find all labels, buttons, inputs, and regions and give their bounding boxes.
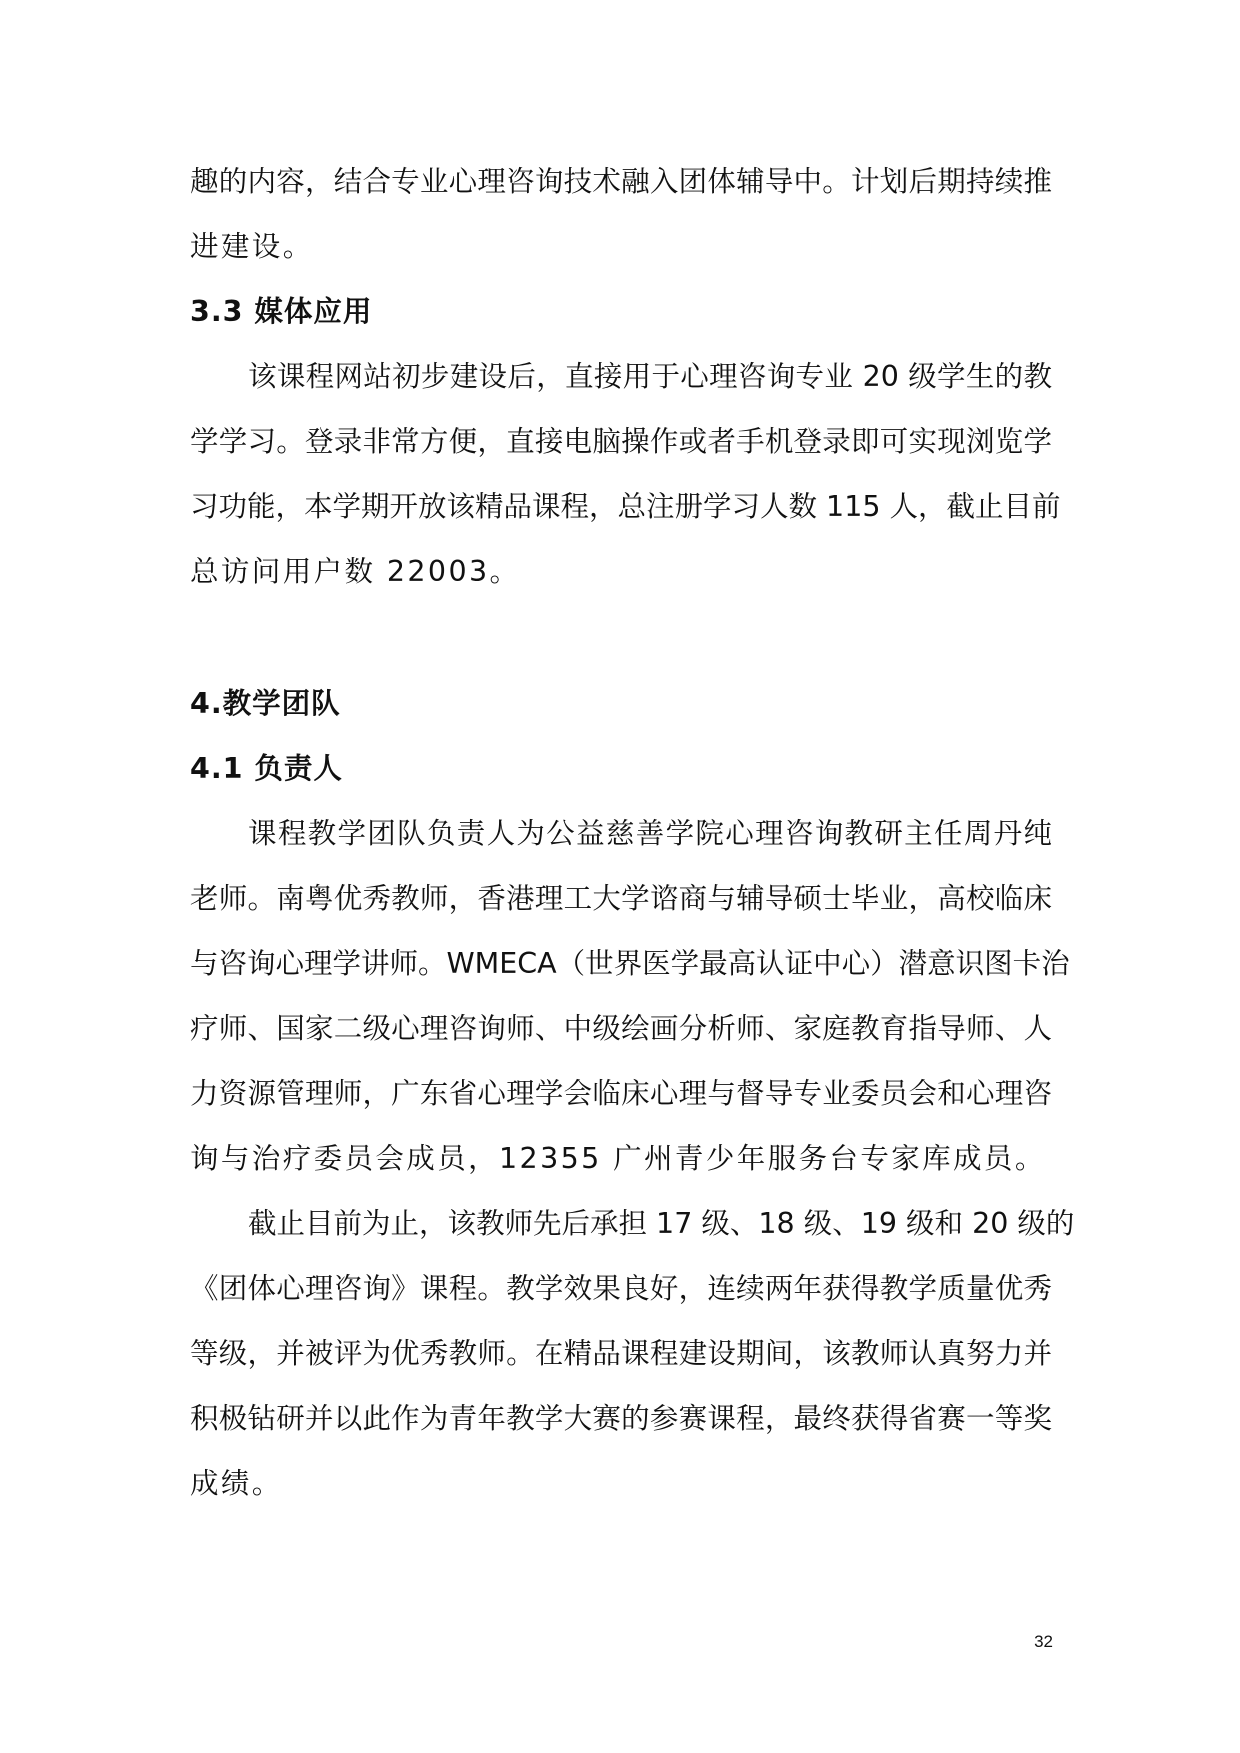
text-line: 积极钻研并以此作为青年教学大赛的参赛课程，最终获得省赛一等奖 bbox=[190, 1402, 1052, 1435]
text-line: 老师。南粤优秀教师，香港理工大学谘商与辅导硕士毕业，高校临床 bbox=[190, 882, 1052, 915]
text-line: 询与治疗委员会成员，12355 广州青少年服务台专家库成员。 bbox=[190, 1142, 1046, 1175]
text-line: 进建设。 bbox=[190, 230, 314, 263]
text-line: 成绩。 bbox=[190, 1467, 283, 1500]
section-heading-4-1: 4.1 负责人 bbox=[190, 752, 343, 785]
text-line: 《团体心理咨询》课程。教学效果良好，连续两年获得教学质量优秀 bbox=[190, 1272, 1052, 1305]
section-heading-3-3: 3.3 媒体应用 bbox=[190, 295, 373, 328]
text-line: 截止目前为止，该教师先后承担 17 级、18 级、19 级和 20 级的 bbox=[248, 1207, 1075, 1240]
text-line: 趣的内容，结合专业心理咨询技术融入团体辅导中。计划后期持续推 bbox=[190, 165, 1052, 198]
text-line: 总访问用户数 22003。 bbox=[190, 555, 521, 588]
text-line: 与咨询心理学讲师。WMECA（世界医学最高认证中心）潜意识图卡治 bbox=[190, 947, 1070, 980]
text-line: 课程教学团队负责人为公益慈善学院心理咨询教研主任周丹纯 bbox=[248, 817, 1052, 850]
section-heading-4: 4.教学团队 bbox=[190, 687, 341, 720]
text-line: 学学习。登录非常方便，直接电脑操作或者手机登录即可实现浏览学 bbox=[190, 425, 1052, 458]
page-number: 32 bbox=[1034, 1632, 1053, 1651]
text-line: 疗师、国家二级心理咨询师、中级绘画分析师、家庭教育指导师、人 bbox=[190, 1012, 1052, 1045]
text-line: 等级，并被评为优秀教师。在精品课程建设期间，该教师认真努力并 bbox=[190, 1337, 1052, 1370]
text-line: 该课程网站初步建设后，直接用于心理咨询专业 20 级学生的教 bbox=[248, 360, 1052, 393]
text-line: 习功能，本学期开放该精品课程，总注册学习人数 115 人，截止目前 bbox=[190, 490, 1061, 523]
text-line: 力资源管理师，广东省心理学会临床心理与督导专业委员会和心理咨 bbox=[190, 1077, 1052, 1110]
